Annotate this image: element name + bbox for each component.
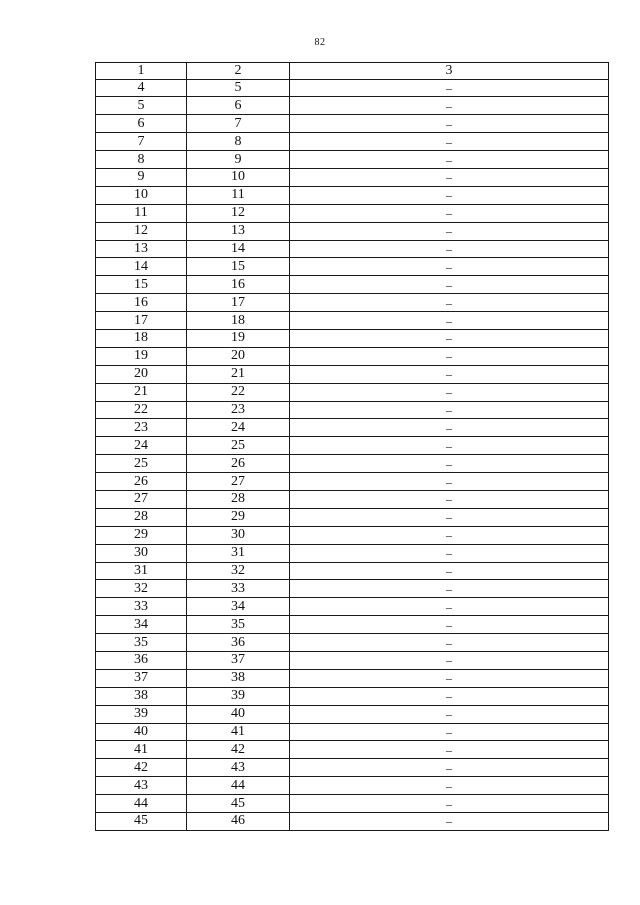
table-cell-col-1: 37 — [96, 669, 187, 687]
table-cell-col-2: 44 — [187, 777, 290, 795]
table-cell-col-2: 21 — [187, 365, 290, 383]
table-cell-col-3: – — [290, 652, 609, 670]
table-cell-col-2: 23 — [187, 401, 290, 419]
table-cell-col-2: 25 — [187, 437, 290, 455]
table-cell-col-2: 20 — [187, 347, 290, 365]
table-cell-col-1: 31 — [96, 562, 187, 580]
table-cell-col-1: 17 — [96, 312, 187, 330]
table-cell-col-2: 35 — [187, 616, 290, 634]
table-cell-col-3: – — [290, 168, 609, 186]
table-cell-col-1: 12 — [96, 222, 187, 240]
table-cell-col-3: – — [290, 240, 609, 258]
table-cell-col-1: 6 — [96, 115, 187, 133]
table-header-row — [96, 63, 609, 80]
table-row — [96, 669, 609, 687]
table-cell-col-3: – — [290, 401, 609, 419]
table-cell-col-3: – — [290, 634, 609, 652]
table-cell-col-1: 20 — [96, 365, 187, 383]
table-cell-col-3: – — [290, 347, 609, 365]
table-cell-col-1: 23 — [96, 419, 187, 437]
table-row — [96, 598, 609, 616]
column-header-3: 3 — [290, 63, 609, 80]
table-cell-col-3: – — [290, 813, 609, 831]
table-cell-col-2: 37 — [187, 652, 290, 670]
table-cell-col-1: 14 — [96, 258, 187, 276]
table-row — [96, 276, 609, 294]
table-row — [96, 79, 609, 97]
table-cell-col-3: – — [290, 526, 609, 544]
table-cell-col-3: – — [290, 616, 609, 634]
table-cell-col-1: 9 — [96, 168, 187, 186]
table-cell-col-1: 7 — [96, 133, 187, 151]
table-cell-col-3: – — [290, 276, 609, 294]
table-cell-col-1: 43 — [96, 777, 187, 795]
table-cell-col-1: 21 — [96, 383, 187, 401]
table-cell-col-1: 18 — [96, 329, 187, 347]
table-cell-col-1: 34 — [96, 616, 187, 634]
table-row — [96, 133, 609, 151]
table-row — [96, 186, 609, 204]
table-row — [96, 616, 609, 634]
table-cell-col-3: – — [290, 222, 609, 240]
table-cell-col-3: – — [290, 455, 609, 473]
table-cell-col-3: – — [290, 133, 609, 151]
table-cell-col-1: 8 — [96, 151, 187, 169]
table-cell-col-1: 26 — [96, 473, 187, 491]
table-row — [96, 652, 609, 670]
table-row — [96, 473, 609, 491]
table-row — [96, 401, 609, 419]
table-cell-col-2: 28 — [187, 490, 290, 508]
table-cell-col-2: 16 — [187, 276, 290, 294]
table-cell-col-1: 19 — [96, 347, 187, 365]
table-cell-col-2: 32 — [187, 562, 290, 580]
table-row — [96, 168, 609, 186]
table-cell-col-3: – — [290, 598, 609, 616]
table-cell-col-3: – — [290, 329, 609, 347]
table-cell-col-1: 36 — [96, 652, 187, 670]
table-cell-col-2: 36 — [187, 634, 290, 652]
table-cell-col-2: 43 — [187, 759, 290, 777]
table-body — [96, 63, 609, 831]
table-cell-col-3: – — [290, 508, 609, 526]
table-cell-col-1: 40 — [96, 723, 187, 741]
table-cell-col-1: 28 — [96, 508, 187, 526]
table-cell-col-2: 41 — [187, 723, 290, 741]
table-cell-col-2: 31 — [187, 544, 290, 562]
table-row — [96, 437, 609, 455]
table-cell-col-3: – — [290, 795, 609, 813]
table-cell-col-3: – — [290, 419, 609, 437]
table-cell-col-3: – — [290, 294, 609, 312]
table-row — [96, 741, 609, 759]
table-cell-col-2: 26 — [187, 455, 290, 473]
table-cell-col-2: 45 — [187, 795, 290, 813]
table-cell-col-2: 5 — [187, 79, 290, 97]
table-row — [96, 759, 609, 777]
table-row — [96, 508, 609, 526]
table-cell-col-1: 38 — [96, 687, 187, 705]
table-cell-col-2: 10 — [187, 168, 290, 186]
data-table — [95, 62, 609, 831]
table-row — [96, 151, 609, 169]
table-row — [96, 687, 609, 705]
table-cell-col-3: – — [290, 365, 609, 383]
table-cell-col-2: 39 — [187, 687, 290, 705]
table-cell-col-3: – — [290, 258, 609, 276]
table-row — [96, 240, 609, 258]
table-cell-col-2: 8 — [187, 133, 290, 151]
table-cell-col-3: – — [290, 580, 609, 598]
table-cell-col-1: 22 — [96, 401, 187, 419]
table-cell-col-3: – — [290, 312, 609, 330]
table-cell-col-2: 40 — [187, 705, 290, 723]
table-row — [96, 723, 609, 741]
table-cell-col-2: 42 — [187, 741, 290, 759]
table-cell-col-1: 15 — [96, 276, 187, 294]
table-cell-col-2: 13 — [187, 222, 290, 240]
table-row — [96, 115, 609, 133]
table-cell-col-2: 9 — [187, 151, 290, 169]
table-row — [96, 383, 609, 401]
table-row — [96, 258, 609, 276]
table-cell-col-1: 35 — [96, 634, 187, 652]
table-cell-col-1: 24 — [96, 437, 187, 455]
table-cell-col-1: 25 — [96, 455, 187, 473]
table-row — [96, 419, 609, 437]
table-row — [96, 204, 609, 222]
page-number: 82 — [314, 37, 326, 48]
table-cell-col-3: – — [290, 544, 609, 562]
table-cell-col-1: 33 — [96, 598, 187, 616]
table-row — [96, 777, 609, 795]
table-cell-col-3: – — [290, 151, 609, 169]
table-cell-col-2: 29 — [187, 508, 290, 526]
table-row — [96, 544, 609, 562]
table-cell-col-3: – — [290, 705, 609, 723]
table-cell-col-1: 16 — [96, 294, 187, 312]
table-cell-col-1: 30 — [96, 544, 187, 562]
table-row — [96, 562, 609, 580]
table-row — [96, 634, 609, 652]
table-cell-col-2: 15 — [187, 258, 290, 276]
table-cell-col-1: 44 — [96, 795, 187, 813]
table-cell-col-2: 18 — [187, 312, 290, 330]
table-cell-col-1: 10 — [96, 186, 187, 204]
table-cell-col-3: – — [290, 383, 609, 401]
table-row — [96, 365, 609, 383]
table-cell-col-2: 12 — [187, 204, 290, 222]
table-cell-col-3: – — [290, 759, 609, 777]
table-cell-col-2: 19 — [187, 329, 290, 347]
table-cell-col-1: 27 — [96, 490, 187, 508]
table-cell-col-2: 22 — [187, 383, 290, 401]
column-header-2: 2 — [187, 63, 290, 80]
table-cell-col-3: – — [290, 687, 609, 705]
table-cell-col-2: 7 — [187, 115, 290, 133]
table-cell-col-1: 13 — [96, 240, 187, 258]
table-row — [96, 312, 609, 330]
table-cell-col-3: – — [290, 777, 609, 795]
table-row — [96, 97, 609, 115]
table-cell-col-1: 41 — [96, 741, 187, 759]
table-cell-col-3: – — [290, 741, 609, 759]
table-cell-col-1: 4 — [96, 79, 187, 97]
table-cell-col-2: 17 — [187, 294, 290, 312]
table-cell-col-3: – — [290, 97, 609, 115]
table-cell-col-1: 11 — [96, 204, 187, 222]
table-cell-col-2: 14 — [187, 240, 290, 258]
table-row — [96, 490, 609, 508]
table-cell-col-3: – — [290, 490, 609, 508]
table-row — [96, 795, 609, 813]
table-cell-col-3: – — [290, 437, 609, 455]
table-cell-col-2: 24 — [187, 419, 290, 437]
table-row — [96, 580, 609, 598]
table-cell-col-2: 6 — [187, 97, 290, 115]
table-cell-col-1: 32 — [96, 580, 187, 598]
table-cell-col-3: – — [290, 723, 609, 741]
table-row — [96, 455, 609, 473]
table-cell-col-1: 39 — [96, 705, 187, 723]
table-cell-col-3: – — [290, 186, 609, 204]
table-cell-col-2: 34 — [187, 598, 290, 616]
table-cell-col-2: 30 — [187, 526, 290, 544]
table-row — [96, 705, 609, 723]
table-cell-col-1: 42 — [96, 759, 187, 777]
table-row — [96, 526, 609, 544]
table-row — [96, 329, 609, 347]
table-cell-col-1: 5 — [96, 97, 187, 115]
table-cell-col-2: 11 — [187, 186, 290, 204]
column-header-1: 1 — [96, 63, 187, 80]
table-cell-col-3: – — [290, 562, 609, 580]
table-cell-col-3: – — [290, 473, 609, 491]
table-cell-col-2: 27 — [187, 473, 290, 491]
table-cell-col-3: – — [290, 115, 609, 133]
table-cell-col-3: – — [290, 204, 609, 222]
table-row — [96, 294, 609, 312]
table-cell-col-1: 45 — [96, 813, 187, 831]
table-cell-col-2: 46 — [187, 813, 290, 831]
table-cell-col-1: 29 — [96, 526, 187, 544]
table-row — [96, 347, 609, 365]
table-row — [96, 222, 609, 240]
table-row — [96, 813, 609, 831]
table-cell-col-2: 38 — [187, 669, 290, 687]
table-cell-col-3: – — [290, 669, 609, 687]
table-cell-col-2: 33 — [187, 580, 290, 598]
table-cell-col-3: – — [290, 79, 609, 97]
